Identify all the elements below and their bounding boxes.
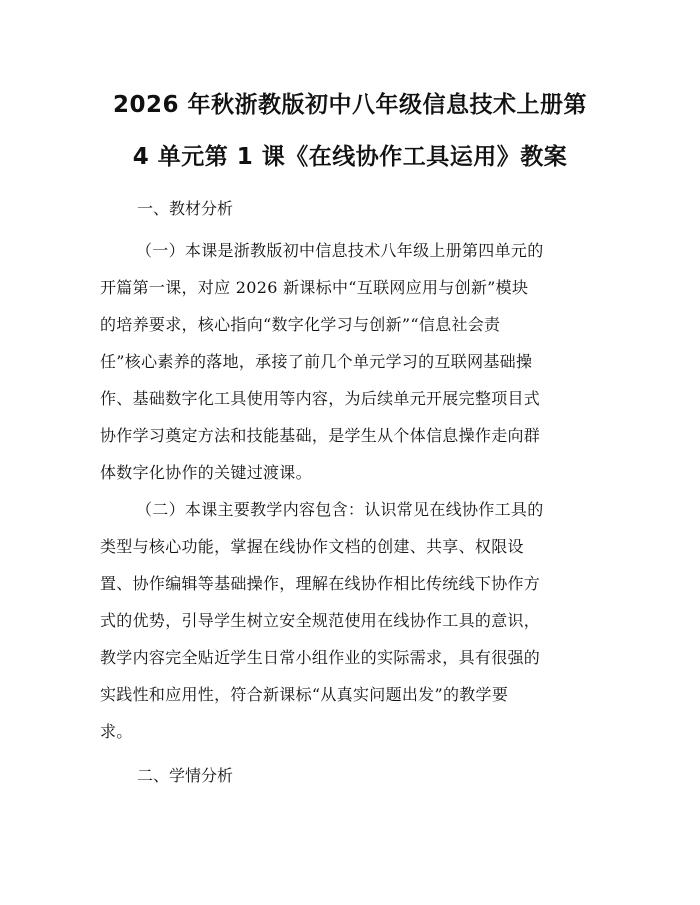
- paragraph-line: 的培养要求，核心指向“数字化学习与创新”“信息社会责: [100, 315, 501, 334]
- paragraph-line: 教学内容完全贴近学生日常小组作业的实际需求，具有很强的: [100, 648, 541, 667]
- document-title-line-1: 2026 年秋浙教版初中八年级信息技术上册第: [112, 92, 588, 118]
- document-title-line-2: 4 单元第 1 课《在线协作工具运用》教案: [132, 144, 568, 170]
- paragraph-line: （一）本课是浙教版初中信息技术八年级上册第四单元的: [136, 241, 544, 260]
- paragraph-textbook-analysis-1: [100, 232, 600, 491]
- paragraph-line: 协作学习奠定方法和技能基础，是学生从个体信息操作走向群: [100, 426, 541, 445]
- paragraph-textbook-analysis-2: [100, 491, 600, 750]
- paragraph-line: （二）本课主要教学内容包含：认识常见在线协作工具的: [136, 500, 544, 519]
- section-heading-learner-analysis: 二、学情分析: [137, 766, 234, 785]
- paragraph-line: 类型与核心功能，掌握在线协作文档的创建、共享、权限设: [100, 537, 524, 556]
- paragraph-line: 任”核心素养的落地，承接了前几个单元学习的互联网基础操: [100, 352, 533, 371]
- paragraph-line: 实践性和应用性，符合新课标“从真实问题出发”的教学要: [100, 685, 509, 704]
- paragraph-line: 求。: [100, 722, 133, 741]
- paragraph-line: 开篇第一课，对应 2026 新课标中“互联网应用与创新”模块: [100, 278, 529, 297]
- section-heading-textbook-analysis: 一、教材分析: [137, 199, 234, 218]
- paragraph-line: 式的优势，引导学生树立安全规范使用在线协作工具的意识，: [100, 611, 541, 630]
- paragraph-line: 作、基础数字化工具使用等内容，为后续单元开展完整项目式: [100, 389, 541, 408]
- paragraph-line: 置、协作编辑等基础操作，理解在线协作相比传统线下协作方: [100, 574, 541, 593]
- paragraph-line: 体数字化协作的关键过渡课。: [100, 463, 312, 482]
